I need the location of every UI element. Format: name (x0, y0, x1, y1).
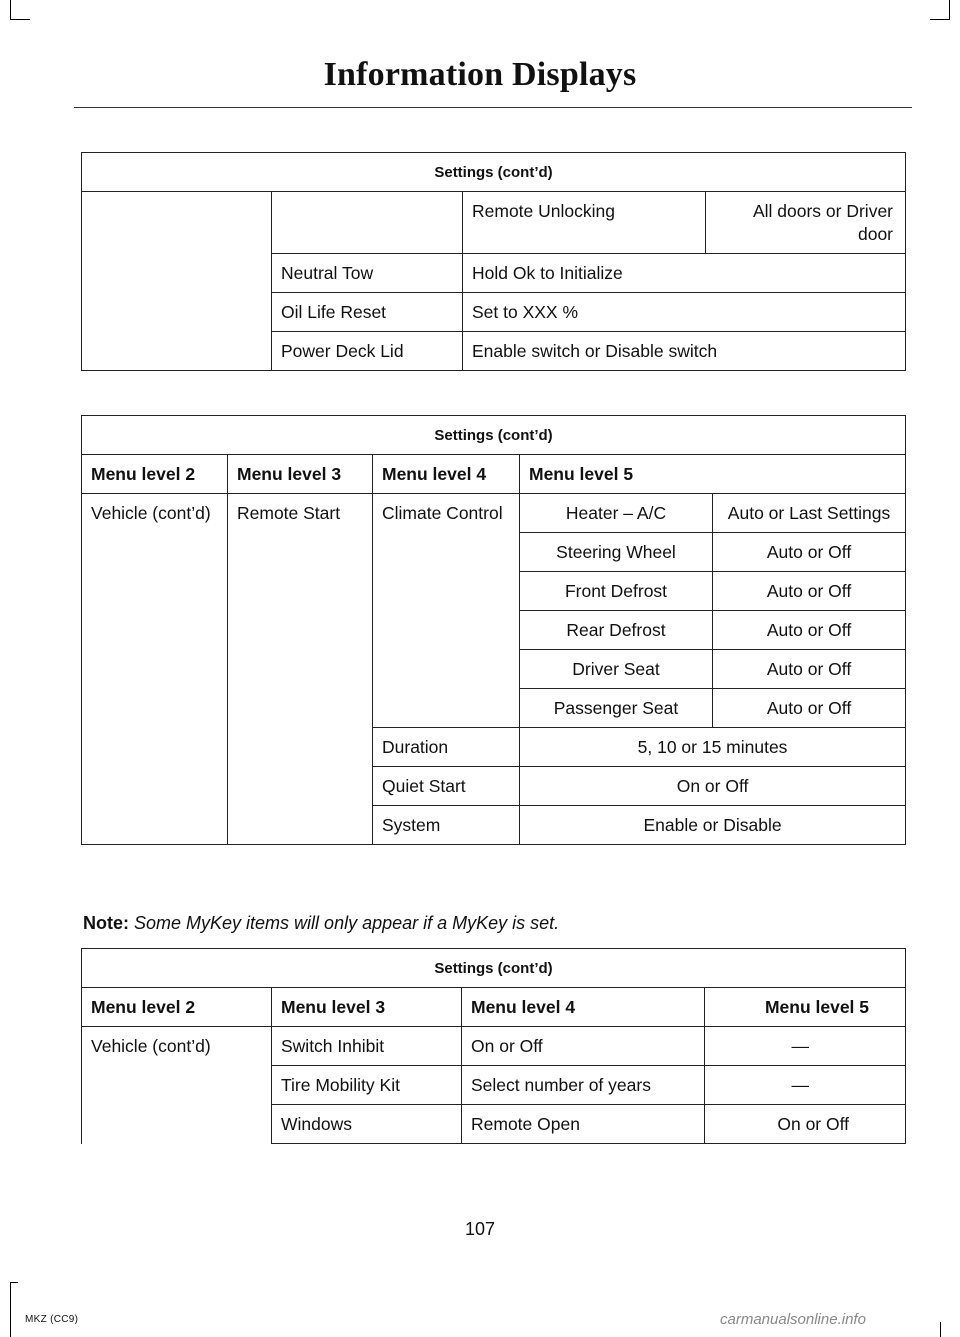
crop-mark (949, 0, 950, 20)
page-title: Information Displays (323, 56, 637, 93)
table-caption-row (82, 949, 906, 988)
table-cell: Passenger Seat (520, 689, 713, 728)
table-cell: Climate Control (373, 494, 520, 728)
column-header: Menu level 4 (462, 988, 705, 1027)
column-header: Menu level 3 (228, 455, 373, 494)
table-cell: Driver Seat (520, 650, 713, 689)
table-cell: Remote Unlocking (463, 192, 706, 254)
table-cell: Hold Ok to Initialize (463, 254, 906, 293)
column-header: Menu level 2 (82, 455, 228, 494)
table-cell: Front Defrost (520, 572, 713, 611)
column-header: Menu level 5 (705, 988, 906, 1027)
table-cell: Select number of years (462, 1066, 705, 1105)
table-header-row (82, 455, 906, 494)
table-cell: Auto or Off (713, 611, 906, 650)
table-cell: Rear Defrost (520, 611, 713, 650)
table-cell: Tire Mobility Kit (272, 1066, 462, 1105)
note-label: Note: (83, 913, 129, 933)
table-cell: Auto or Last Settings (713, 494, 906, 533)
table-cell: All doors or Driver door (706, 192, 906, 254)
table-row (82, 1027, 906, 1066)
table-cell (272, 192, 463, 254)
table-caption: Settings (cont’d) (82, 949, 906, 988)
table-cell: On or Off (462, 1027, 705, 1066)
settings-table-3 (81, 948, 906, 1144)
table-cell: Neutral Tow (272, 254, 463, 293)
column-header: Menu level 4 (373, 455, 520, 494)
note-text: Some MyKey items will only appear if a MyKey is set. (134, 913, 560, 933)
table-cell: Remote Start (228, 494, 373, 845)
table-caption-row (82, 416, 906, 455)
table-cell: — (705, 1066, 906, 1105)
table-caption: Settings (cont’d) (82, 153, 906, 192)
note (83, 913, 559, 934)
crop-mark (10, 1282, 11, 1337)
table-caption-row (82, 153, 906, 192)
watermark: carmanualsonline.info (720, 1311, 866, 1328)
table-cell: Power Deck Lid (272, 332, 463, 371)
table-cell: Auto or Off (713, 533, 906, 572)
table-cell: Auto or Off (713, 689, 906, 728)
title-divider (74, 107, 912, 108)
crop-mark (10, 0, 11, 20)
table-cell: Switch Inhibit (272, 1027, 462, 1066)
table-cell: System (373, 806, 520, 845)
table-row (82, 192, 906, 254)
crop-mark (940, 1322, 941, 1337)
table-cell: Auto or Off (713, 650, 906, 689)
table-cell: On or Off (705, 1105, 906, 1144)
table-cell: On or Off (520, 767, 906, 806)
model-code: MKZ (CC9) (25, 1314, 79, 1325)
table-cell: Oil Life Reset (272, 293, 463, 332)
table-cell: Set to XXX % (463, 293, 906, 332)
settings-table-1 (81, 152, 906, 371)
table-cell: Heater – A/C (520, 494, 713, 533)
crop-mark (10, 1282, 18, 1283)
table-cell: Duration (373, 728, 520, 767)
table-cell: Vehicle (cont’d) (82, 494, 228, 845)
table-cell: — (705, 1027, 906, 1066)
table-cell: Quiet Start (373, 767, 520, 806)
table-cell: Windows (272, 1105, 462, 1144)
column-header: Menu level 3 (272, 988, 462, 1027)
page-number: 107 (464, 1219, 496, 1239)
crop-mark (10, 19, 30, 20)
table-cell: 5, 10 or 15 minutes (520, 728, 906, 767)
table-cell: Enable or Disable (520, 806, 906, 845)
table-cell: Steering Wheel (520, 533, 713, 572)
table-cell (82, 192, 272, 371)
column-header: Menu level 5 (520, 455, 906, 494)
table-cell: Auto or Off (713, 572, 906, 611)
crop-mark (930, 19, 950, 20)
table-cell: Enable switch or Disable switch (463, 332, 906, 371)
table-caption: Settings (cont’d) (82, 416, 906, 455)
table-cell: Vehicle (cont’d) (82, 1027, 272, 1144)
table-row (82, 494, 906, 533)
table-header-row (82, 988, 906, 1027)
table-cell: Remote Open (462, 1105, 705, 1144)
column-header: Menu level 2 (82, 988, 272, 1027)
settings-table-2 (81, 415, 906, 845)
